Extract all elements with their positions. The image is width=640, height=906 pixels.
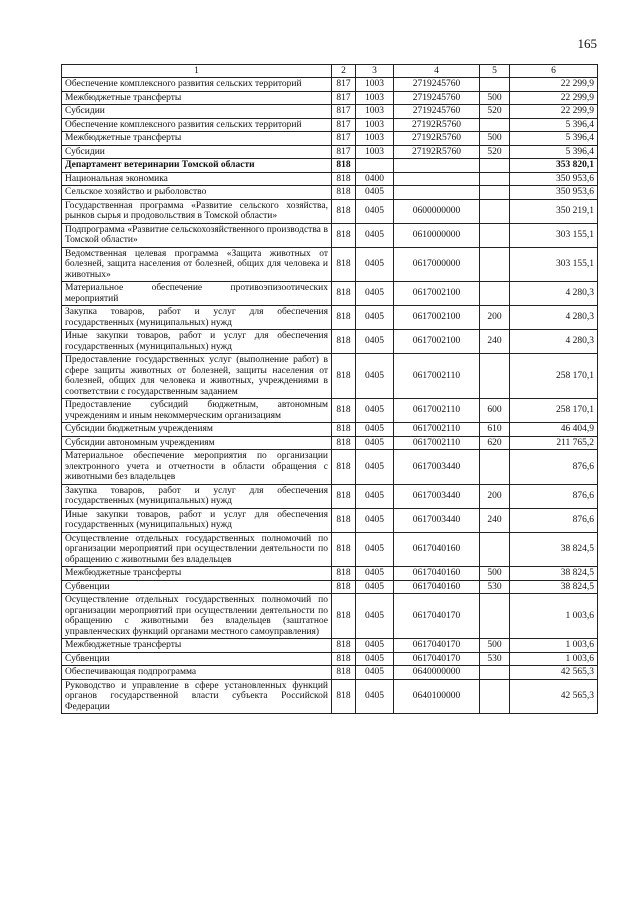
section-code-cell [356, 159, 394, 173]
section-code-cell: 0405 [356, 567, 394, 581]
target-article-cell: 27192R5760 [394, 132, 480, 146]
section-code-cell: 0405 [356, 436, 394, 450]
row-name-cell: Предоставление государственных услуг (выполнение работ) в сфере защиты животных от болезней, защиты населения от болезней, общих для человека и животных, учреждениями в соответствии с государственным заданием [62, 354, 332, 399]
expense-type-cell [480, 282, 510, 306]
grbs-code-cell: 818 [332, 423, 356, 437]
target-article-cell: 0617002110 [394, 436, 480, 450]
expense-type-cell: 610 [480, 423, 510, 437]
grbs-code-cell: 817 [332, 78, 356, 92]
expense-type-cell [480, 159, 510, 173]
row-name-cell: Субвенции [62, 652, 332, 666]
amount-cell: 46 404,9 [510, 423, 598, 437]
grbs-code-cell: 817 [332, 145, 356, 159]
amount-cell: 350 953,6 [510, 172, 598, 186]
expense-type-cell [480, 223, 510, 247]
section-code-cell: 0405 [356, 354, 394, 399]
table-row [62, 639, 598, 653]
target-article-cell: 0617003440 [394, 508, 480, 532]
section-code-cell: 1003 [356, 78, 394, 92]
grbs-code-cell: 818 [332, 399, 356, 423]
grbs-code-cell: 818 [332, 652, 356, 666]
row-name-cell: Предоставление субсидий бюджетным, автономным учреждениям и иным некоммерческим организациям [62, 399, 332, 423]
row-name-cell: Обеспечение комплексного развития сельских территорий [62, 118, 332, 132]
target-article-cell: 0617040170 [394, 652, 480, 666]
expense-type-cell: 500 [480, 567, 510, 581]
table-row [62, 594, 598, 639]
row-name-cell: Межбюджетные трансферты [62, 567, 332, 581]
grbs-code-cell: 818 [332, 282, 356, 306]
table-row [62, 186, 598, 200]
table-row [62, 354, 598, 399]
target-article-cell: 0617003440 [394, 450, 480, 485]
section-code-cell: 0405 [356, 306, 394, 330]
section-code-cell: 0405 [356, 508, 394, 532]
row-name-cell: Осуществление отдельных государственных полномочий по организации мероприятий при осуществлении деятельности по обращению с животными без владельцев [62, 532, 332, 567]
target-article-cell: 0617002100 [394, 306, 480, 330]
target-article-cell: 0617002100 [394, 282, 480, 306]
grbs-code-cell: 817 [332, 132, 356, 146]
table-row [62, 105, 598, 119]
table-row [62, 652, 598, 666]
amount-cell: 350 219,1 [510, 199, 598, 223]
amount-cell: 211 765,2 [510, 436, 598, 450]
row-name-cell: Осуществление отдельных государственных полномочий по организации мероприятий при осуществлении деятельности по обращению с животными без владельцев (заштатное управленческих функций органами местного самоуправления) [62, 594, 332, 639]
section-code-cell: 0405 [356, 330, 394, 354]
amount-cell: 4 280,3 [510, 282, 598, 306]
table-row [62, 247, 598, 282]
row-name-cell: Иные закупки товаров, работ и услуг для обеспечения государственных (муниципальных) нужд [62, 330, 332, 354]
row-name-cell: Сельское хозяйство и рыболовство [62, 186, 332, 200]
table-row [62, 330, 598, 354]
section-code-cell: 0400 [356, 172, 394, 186]
section-code-cell: 1003 [356, 132, 394, 146]
expense-type-cell: 500 [480, 639, 510, 653]
table-row [62, 172, 598, 186]
amount-cell: 38 824,5 [510, 567, 598, 581]
grbs-code-cell: 818 [332, 508, 356, 532]
expense-type-cell [480, 247, 510, 282]
target-article-cell: 0617040160 [394, 567, 480, 581]
section-code-cell: 0405 [356, 484, 394, 508]
table-row [62, 532, 598, 567]
column-header: 6 [510, 65, 598, 78]
section-code-cell: 0405 [356, 639, 394, 653]
table-row [62, 508, 598, 532]
target-article-cell: 2719245760 [394, 105, 480, 119]
grbs-code-cell: 818 [332, 532, 356, 567]
target-article-cell: 27192R5760 [394, 118, 480, 132]
target-article-cell: 0617002110 [394, 354, 480, 399]
target-article-cell: 0600000000 [394, 199, 480, 223]
target-article-cell: 27192R5760 [394, 145, 480, 159]
grbs-code-cell: 818 [332, 159, 356, 173]
table-row [62, 666, 598, 680]
budget-table [61, 64, 598, 714]
row-name-cell: Иные закупки товаров, работ и услуг для обеспечения государственных (муниципальных) нужд [62, 508, 332, 532]
amount-cell: 4 280,3 [510, 306, 598, 330]
row-name-cell: Ведомственная целевая программа «Защита животных от болезней, защита населения от болезней, общих для человека и животных» [62, 247, 332, 282]
section-code-cell: 1003 [356, 118, 394, 132]
target-article-cell [394, 159, 480, 173]
target-article-cell: 0610000000 [394, 223, 480, 247]
section-code-cell: 0405 [356, 679, 394, 714]
row-name-cell: Департамент ветеринарии Томской области [62, 159, 332, 173]
row-name-cell: Межбюджетные трансферты [62, 639, 332, 653]
section-code-cell: 0405 [356, 282, 394, 306]
row-name-cell: Субсидии автономным учреждениям [62, 436, 332, 450]
row-name-cell: Материальное обеспечение мероприятия по организации электронного учета и отчетности в области обращения с животными без владельцев [62, 450, 332, 485]
section-code-cell: 0405 [356, 580, 394, 594]
target-article-cell [394, 172, 480, 186]
table-row [62, 132, 598, 146]
grbs-code-cell: 818 [332, 679, 356, 714]
row-name-cell: Подпрограмма «Развитие сельскохозяйственного производства в Томской области» [62, 223, 332, 247]
grbs-code-cell: 818 [332, 580, 356, 594]
table-row [62, 78, 598, 92]
section-code-cell: 0405 [356, 666, 394, 680]
target-article-cell: 0617003440 [394, 484, 480, 508]
amount-cell: 5 396,4 [510, 145, 598, 159]
amount-cell: 303 155,1 [510, 223, 598, 247]
expense-type-cell [480, 78, 510, 92]
expense-type-cell [480, 354, 510, 399]
table-row [62, 484, 598, 508]
row-name-cell: Закупка товаров, работ и услуг для обеспечения государственных (муниципальных) нужд [62, 306, 332, 330]
page-number: 165 [577, 36, 597, 51]
grbs-code-cell: 817 [332, 118, 356, 132]
grbs-code-cell: 818 [332, 330, 356, 354]
target-article-cell: 0617002110 [394, 423, 480, 437]
table-row [62, 159, 598, 173]
section-code-cell: 0405 [356, 594, 394, 639]
row-name-cell: Государственная программа «Развитие сельского хозяйства, рынков сырья и продовольствия в Томской области» [62, 199, 332, 223]
section-code-cell: 0405 [356, 652, 394, 666]
section-code-cell: 0405 [356, 247, 394, 282]
target-article-cell: 0617040160 [394, 532, 480, 567]
table-body [62, 78, 598, 714]
target-article-cell: 2719245760 [394, 78, 480, 92]
table-row [62, 223, 598, 247]
table-row [62, 567, 598, 581]
expense-type-cell [480, 186, 510, 200]
amount-cell: 1 003,6 [510, 652, 598, 666]
section-code-cell: 0405 [356, 399, 394, 423]
row-name-cell: Межбюджетные трансферты [62, 132, 332, 146]
column-header: 2 [332, 65, 356, 78]
amount-cell: 22 299,9 [510, 78, 598, 92]
amount-cell: 38 824,5 [510, 580, 598, 594]
target-article-cell: 0617040170 [394, 594, 480, 639]
table-row [62, 306, 598, 330]
amount-cell: 258 170,1 [510, 399, 598, 423]
section-code-cell: 0405 [356, 450, 394, 485]
expense-type-cell: 600 [480, 399, 510, 423]
grbs-code-cell: 818 [332, 450, 356, 485]
amount-cell: 38 824,5 [510, 532, 598, 567]
expense-type-cell [480, 199, 510, 223]
expense-type-cell: 200 [480, 484, 510, 508]
expense-type-cell [480, 594, 510, 639]
amount-cell: 350 953,6 [510, 186, 598, 200]
table-row [62, 199, 598, 223]
section-code-cell: 0405 [356, 186, 394, 200]
grbs-code-cell: 818 [332, 247, 356, 282]
amount-cell: 4 280,3 [510, 330, 598, 354]
expense-type-cell [480, 532, 510, 567]
amount-cell: 22 299,9 [510, 91, 598, 105]
table-row [62, 282, 598, 306]
expense-type-cell: 530 [480, 580, 510, 594]
expense-type-cell: 500 [480, 91, 510, 105]
expense-type-cell [480, 450, 510, 485]
expense-type-cell [480, 666, 510, 680]
expense-type-cell: 520 [480, 105, 510, 119]
grbs-code-cell: 818 [332, 172, 356, 186]
section-code-cell: 0405 [356, 532, 394, 567]
table-row [62, 399, 598, 423]
row-name-cell: Материальное обеспечение противоэпизоотических мероприятий [62, 282, 332, 306]
grbs-code-cell: 818 [332, 223, 356, 247]
grbs-code-cell: 818 [332, 306, 356, 330]
amount-cell: 1 003,6 [510, 594, 598, 639]
row-name-cell: Межбюджетные трансферты [62, 91, 332, 105]
amount-cell: 876,6 [510, 508, 598, 532]
amount-cell: 42 565,3 [510, 666, 598, 680]
column-header: 1 [62, 65, 332, 78]
grbs-code-cell: 818 [332, 436, 356, 450]
expense-type-cell: 240 [480, 508, 510, 532]
column-header: 3 [356, 65, 394, 78]
row-name-cell: Национальная экономика [62, 172, 332, 186]
table-header-row [62, 65, 598, 78]
grbs-code-cell: 818 [332, 199, 356, 223]
row-name-cell: Субсидии бюджетным учреждениям [62, 423, 332, 437]
row-name-cell: Субсидии [62, 105, 332, 119]
grbs-code-cell: 818 [332, 639, 356, 653]
amount-cell: 876,6 [510, 450, 598, 485]
row-name-cell: Обеспечивающая подпрограмма [62, 666, 332, 680]
section-code-cell: 1003 [356, 145, 394, 159]
expense-type-cell: 520 [480, 145, 510, 159]
table-row [62, 145, 598, 159]
section-code-cell: 0405 [356, 223, 394, 247]
section-code-cell: 1003 [356, 105, 394, 119]
amount-cell: 876,6 [510, 484, 598, 508]
amount-cell: 353 820,1 [510, 159, 598, 173]
amount-cell: 303 155,1 [510, 247, 598, 282]
expense-type-cell: 620 [480, 436, 510, 450]
section-code-cell: 0405 [356, 423, 394, 437]
amount-cell: 42 565,3 [510, 679, 598, 714]
row-name-cell: Закупка товаров, работ и услуг для обеспечения государственных (муниципальных) нужд [62, 484, 332, 508]
expense-type-cell [480, 118, 510, 132]
target-article-cell: 0617002110 [394, 399, 480, 423]
row-name-cell: Обеспечение комплексного развития сельских территорий [62, 78, 332, 92]
target-article-cell: 0617002100 [394, 330, 480, 354]
target-article-cell: 0640000000 [394, 666, 480, 680]
amount-cell: 22 299,9 [510, 105, 598, 119]
grbs-code-cell: 818 [332, 666, 356, 680]
row-name-cell: Субвенции [62, 580, 332, 594]
expense-type-cell [480, 172, 510, 186]
table-row [62, 450, 598, 485]
target-article-cell: 0617000000 [394, 247, 480, 282]
grbs-code-cell: 818 [332, 186, 356, 200]
column-header: 4 [394, 65, 480, 78]
table-row [62, 91, 598, 105]
grbs-code-cell: 818 [332, 567, 356, 581]
amount-cell: 5 396,4 [510, 132, 598, 146]
grbs-code-cell: 817 [332, 91, 356, 105]
expense-type-cell: 530 [480, 652, 510, 666]
amount-cell: 258 170,1 [510, 354, 598, 399]
expense-type-cell: 500 [480, 132, 510, 146]
row-name-cell: Субсидии [62, 145, 332, 159]
grbs-code-cell: 818 [332, 484, 356, 508]
expense-type-cell: 200 [480, 306, 510, 330]
target-article-cell: 2719245760 [394, 91, 480, 105]
section-code-cell: 1003 [356, 91, 394, 105]
grbs-code-cell: 818 [332, 594, 356, 639]
grbs-code-cell: 818 [332, 354, 356, 399]
grbs-code-cell: 817 [332, 105, 356, 119]
target-article-cell: 0640100000 [394, 679, 480, 714]
column-header: 5 [480, 65, 510, 78]
target-article-cell: 0617040170 [394, 639, 480, 653]
target-article-cell [394, 186, 480, 200]
table-row [62, 436, 598, 450]
target-article-cell: 0617040160 [394, 580, 480, 594]
expense-type-cell [480, 679, 510, 714]
table-row [62, 423, 598, 437]
amount-cell: 1 003,6 [510, 639, 598, 653]
section-code-cell: 0405 [356, 199, 394, 223]
amount-cell: 5 396,4 [510, 118, 598, 132]
table-row [62, 580, 598, 594]
row-name-cell: Руководство и управление в сфере установленных функций органов государственной власти субъекта Российской Федерации [62, 679, 332, 714]
table-row [62, 679, 598, 714]
table-row [62, 118, 598, 132]
expense-type-cell: 240 [480, 330, 510, 354]
